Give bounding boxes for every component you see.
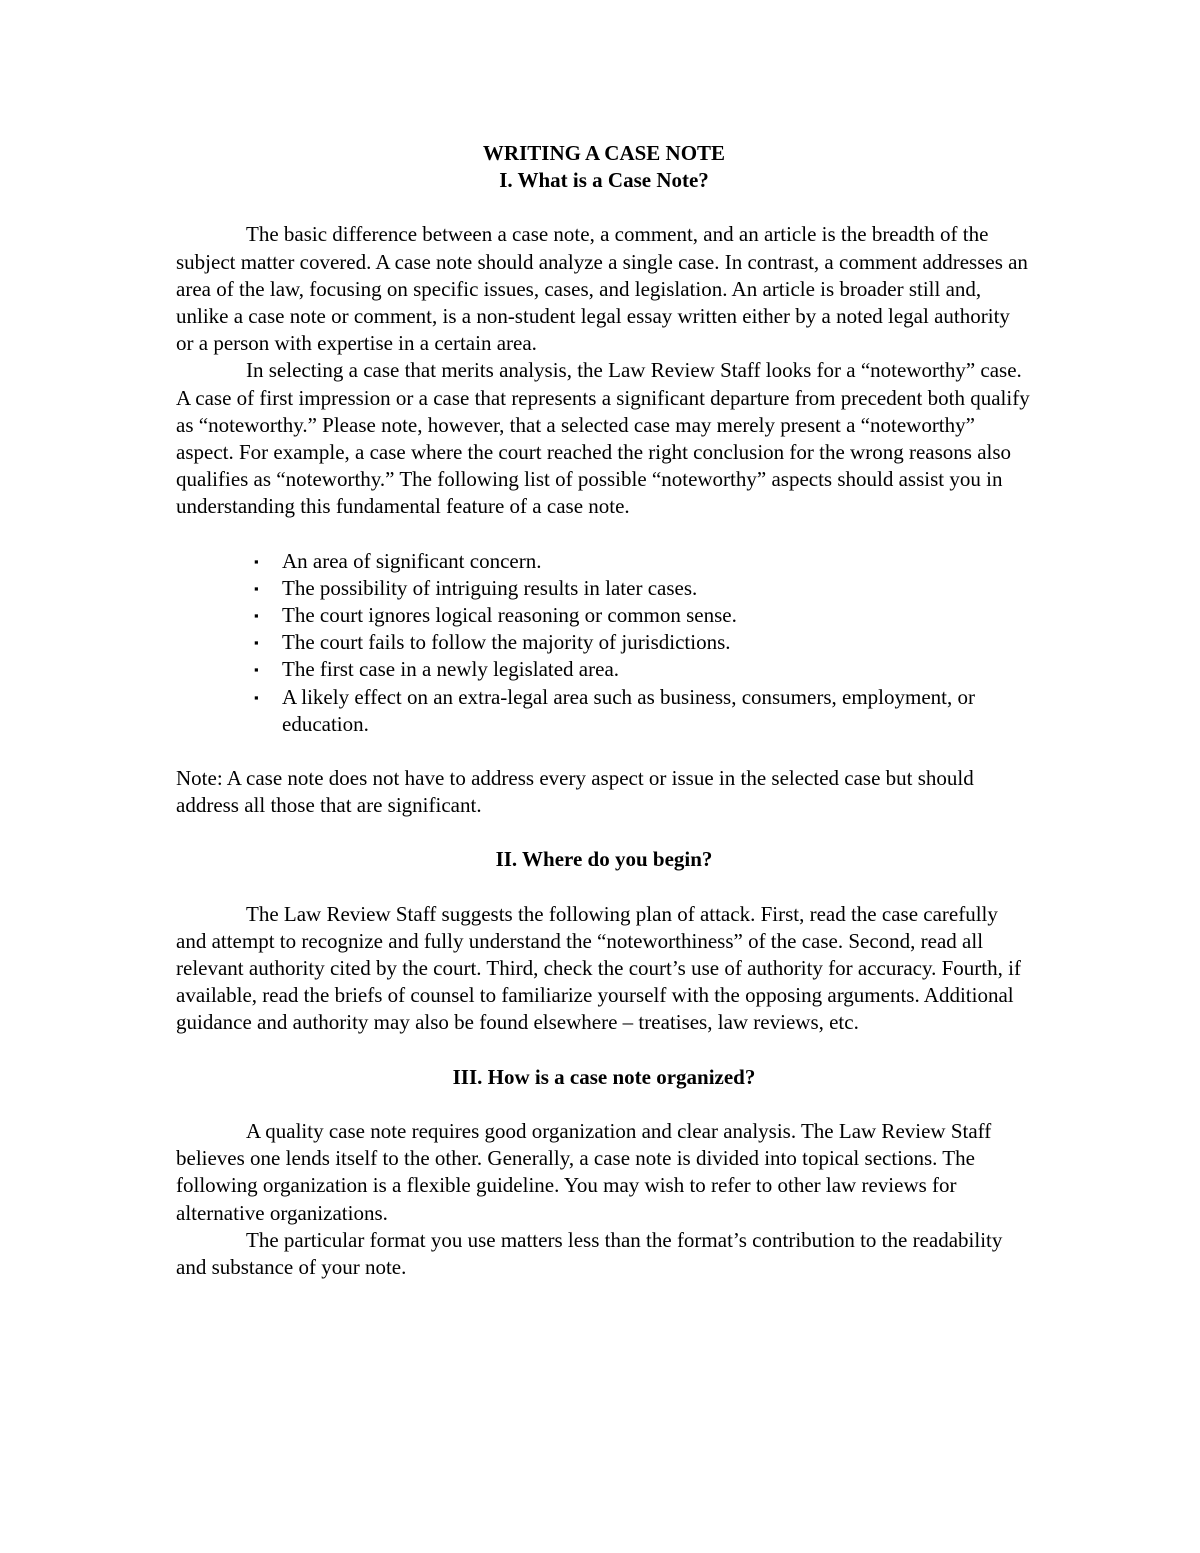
spacer <box>176 1091 1032 1118</box>
spacer <box>176 738 1032 765</box>
list-item-text: The first case in a newly legislated area. <box>282 657 620 682</box>
section-3-heading: III. How is a case note organized? <box>452 1064 756 1089</box>
noteworthy-aspects-list <box>176 548 1032 738</box>
bullet-icon: ▪ <box>254 689 259 705</box>
list-item-text: A likely effect on an extra-legal area such as business, consumers, employment, or education. <box>282 684 975 736</box>
section-1-note: Note: A case note does not have to address every aspect or issue in the selected case but should address all those that are significant. <box>176 766 974 818</box>
list-item-text: The possibility of intriguing results in later cases. <box>282 575 698 600</box>
document-title: WRITING A CASE NOTE <box>482 141 726 165</box>
document-page <box>176 140 1032 1281</box>
list-item-text: The court ignores logical reasoning or common sense. <box>282 603 737 628</box>
list-item-text: The court fails to follow the majority of jurisdictions. <box>282 630 731 655</box>
list-item <box>254 575 1032 602</box>
spacer <box>176 819 1032 846</box>
section-3-paragraph-2: The particular format you use matters less than the format’s contribution to the readability and substance of your note. <box>176 1227 1003 1279</box>
spacer <box>176 194 1032 221</box>
list-item <box>254 602 1032 629</box>
spacer <box>176 874 1032 901</box>
section-2-paragraph-1: The Law Review Staff suggests the following plan of attack. First, read the case carefully and attempt to recognize and fully understand the “noteworthiness” of the case. Second, read all relevant authority cited by the court. Third, check the court’s use of authority for accuracy. Fourth, if available, read the briefs of counsel to familiarize yourself with the opposing arguments. Additional guidance and authority may also be found elsewhere – treatises, law reviews, etc. <box>176 901 1021 1035</box>
bullet-icon: ▪ <box>254 580 259 596</box>
list-item <box>254 629 1032 656</box>
spacer <box>176 521 1032 548</box>
section-1-paragraph-2: In selecting a case that merits analysis, the Law Review Staff looks for a “noteworthy” case. A case of first impression or a case that represents a significant departure from precedent both qualify as “noteworthy.” Please note, however, that a selected case may merely present a “noteworthy” aspect. For example, a case where the court reached the right conclusion for the wrong reasons also qualifies as “noteworthy.” The following list of possible “noteworthy” aspects should assist you in understanding this fundamental feature of a case note. <box>176 358 1030 519</box>
list-item <box>254 684 1032 738</box>
spacer <box>176 1037 1032 1064</box>
section-2-heading: II. Where do you begin? <box>495 847 713 872</box>
list-item <box>254 548 1032 575</box>
section-1-heading: I. What is a Case Note? <box>499 168 709 193</box>
section-1-paragraph-1: The basic difference between a case note, a comment, and an article is the breadth of the subject matter covered. A case note should analyze a single case. In contrast, a comment addresses an area of the law, focusing on specific issues, cases, and legislation. An article is broader still and, unlike a case note or comment, is a non-student legal essay written either by a noted legal authority or a person with expertise in a certain area. <box>176 222 1028 356</box>
list-item <box>254 656 1032 683</box>
list-item-text: An area of significant concern. <box>282 548 542 573</box>
bullet-icon: ▪ <box>254 608 259 624</box>
bullet-icon: ▪ <box>254 662 259 678</box>
bullet-icon: ▪ <box>254 635 259 651</box>
bullet-icon: ▪ <box>254 553 259 569</box>
section-3-paragraph-1: A quality case note requires good organization and clear analysis. The Law Review Staff believes one lends itself to the other. Generally, a case note is divided into topical sections. The following organization is a flexible guideline. You may wish to refer to other law reviews for alternative organizations. <box>176 1118 992 1225</box>
